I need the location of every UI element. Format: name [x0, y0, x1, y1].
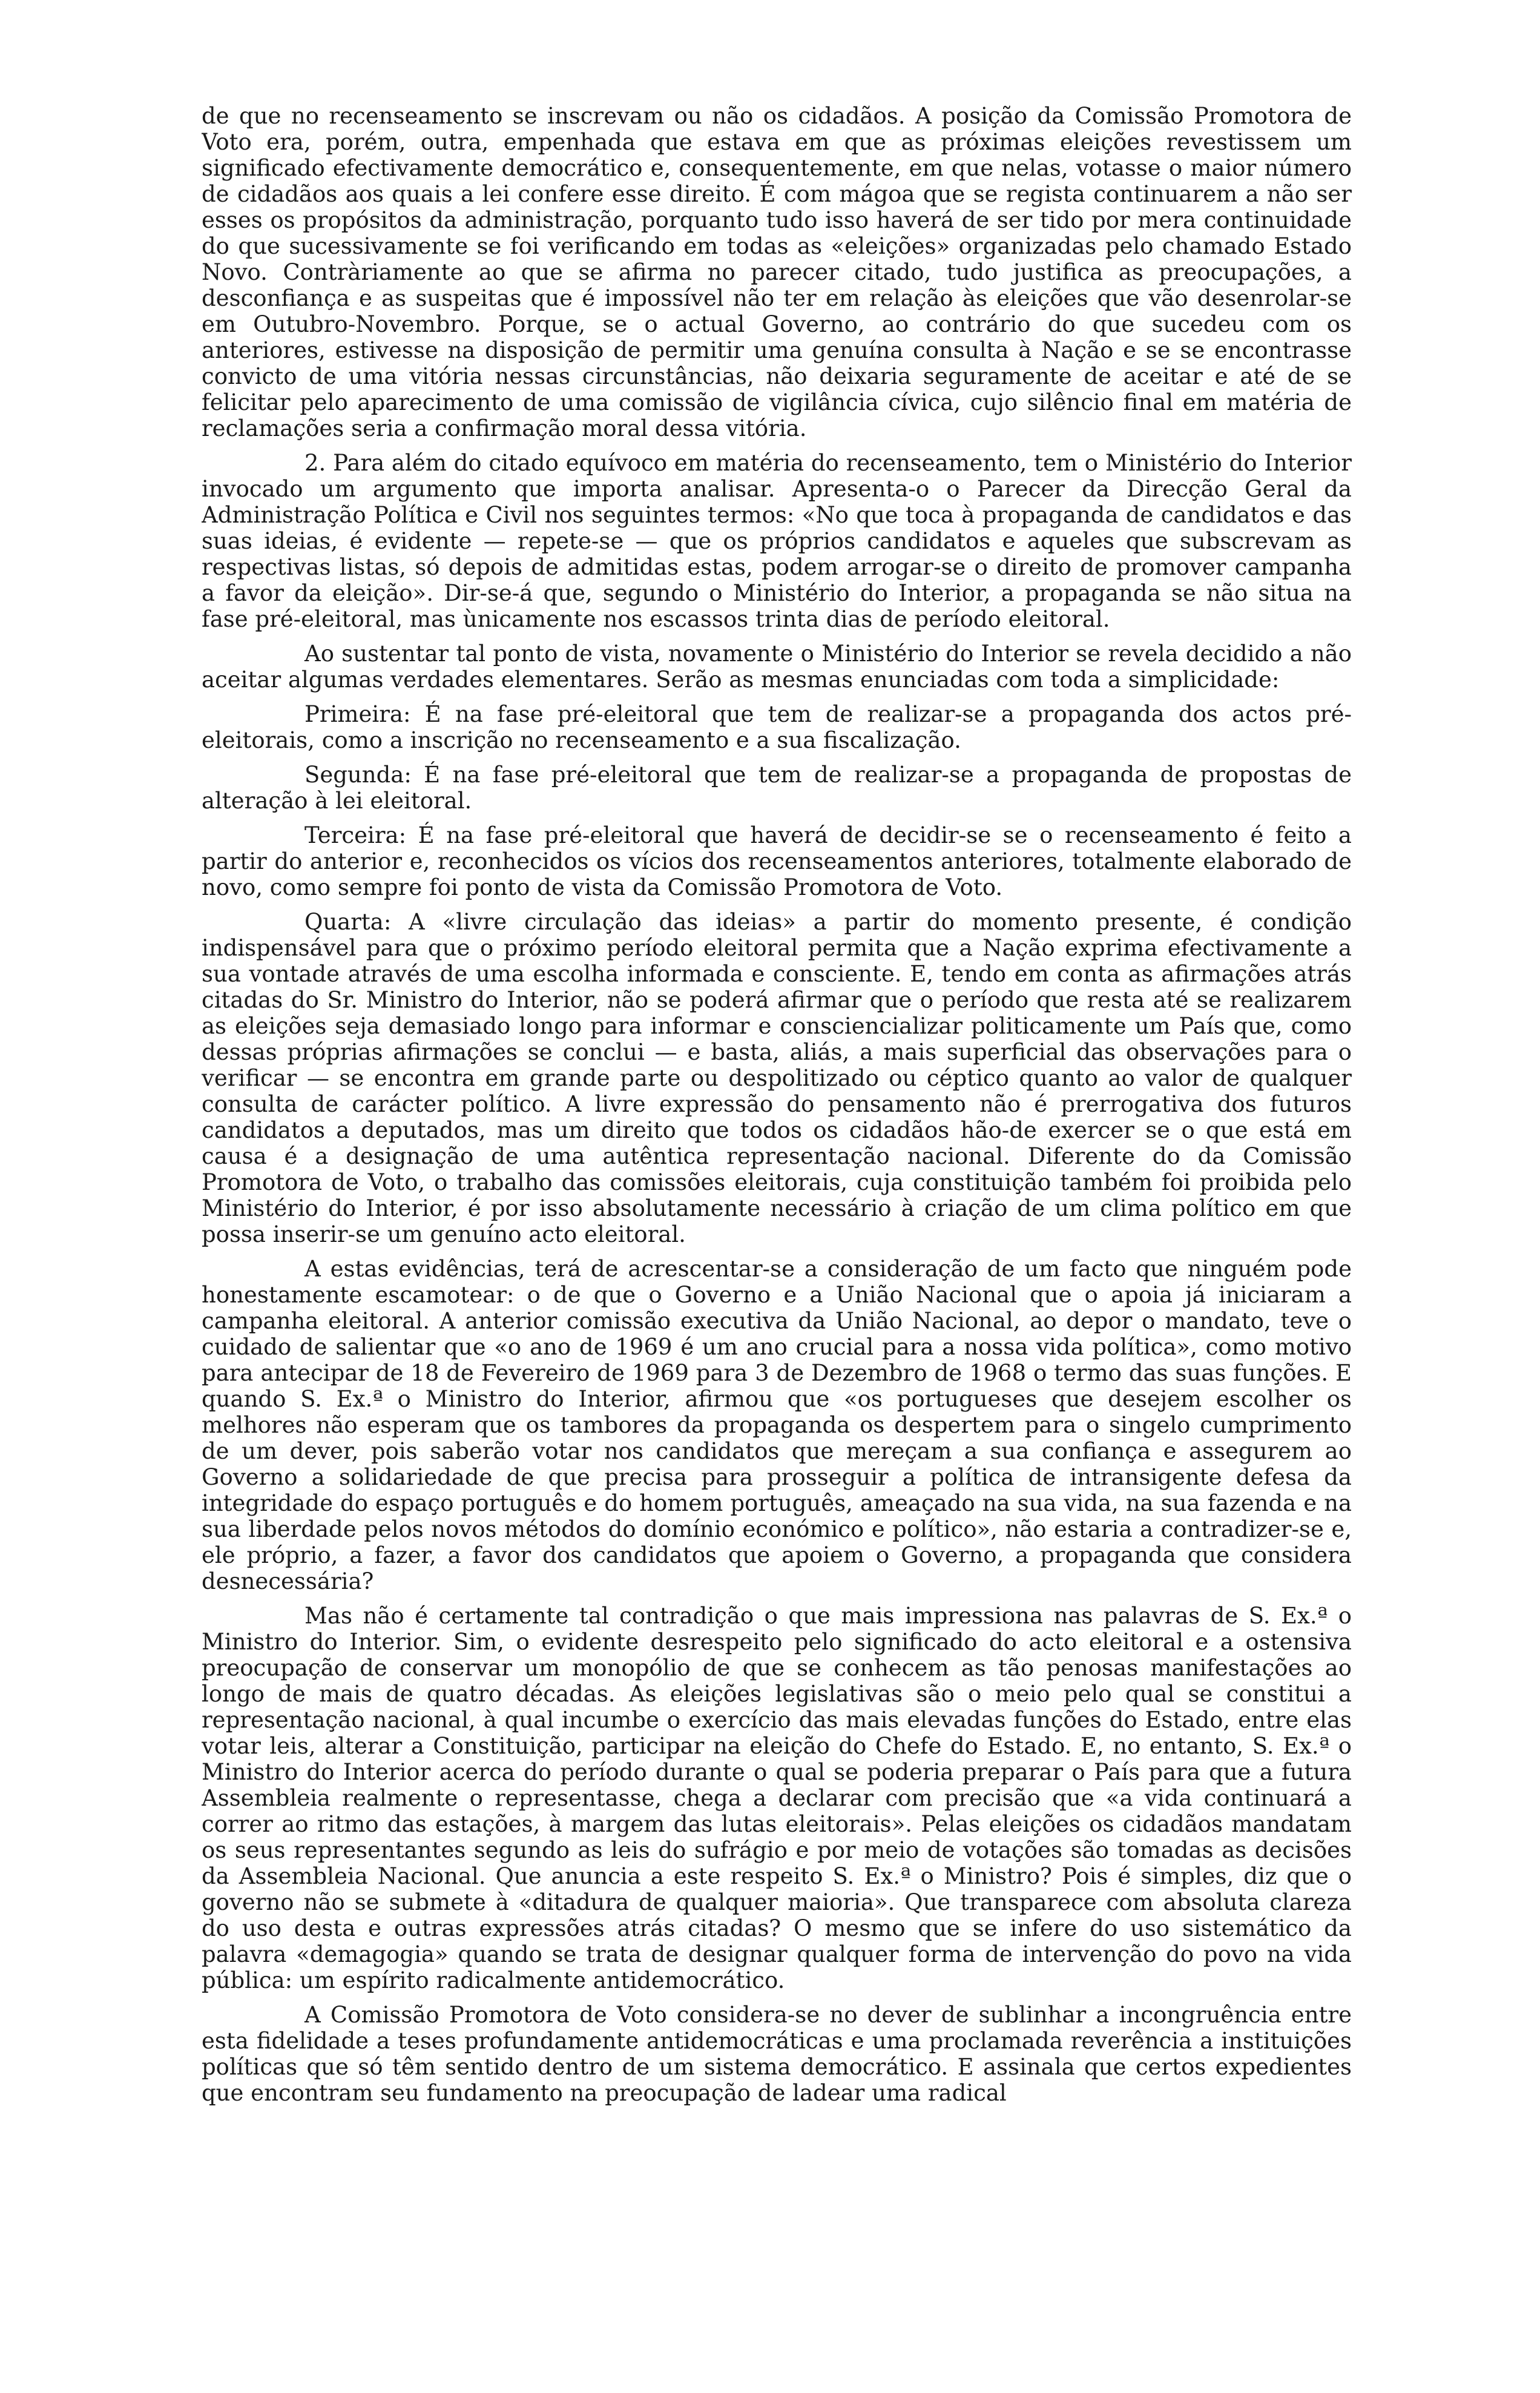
paragraph-verdades-elementares: Ao sustentar tal ponto de vista, novamente o Ministério do Interior se revela decidido a não aceitar algumas verdades elementares. Serão as mesmas enunciadas com toda a simplicidade: [202, 641, 1352, 693]
paragraph-segunda: Segunda: É na fase pré-eleitoral que tem de realizar-se a propaganda de propostas de alteração à lei eleitoral. [202, 762, 1352, 814]
paragraph-recenseamento: de que no recenseamento se inscrevam ou não os cidadãos. A posição da Comissão Promotora de Voto era, porém, outra, empenhada que estava em que as próximas eleições revestissem um significado efectivamente democrático e, consequentemente, em que nelas, votasse o maior número de cidadãos aos quais a lei confere esse direito. É com mágoa que se regista continuarem a não ser esses os propósitos da administração, porquanto tudo isso haverá de ser tido por mera continuidade do que sucessivamente se foi verificando em todas as «eleições» organizadas pelo chamado Estado Novo. Contràriamente ao que se afirma no parecer citado, tudo justifica as preocupações, a desconfiança e as suspeitas que é impossível não ter em relação às eleições que vão desenrolar-se em Outubro-Novembro. Porque, se o actual Governo, ao contrário do que sucedeu com os anteriores, estivesse na disposição de permitir uma genuína consulta à Nação e se se encontrasse convicto de uma vitória nessas circunstâncias, não deixaria seguramente de aceitar e até de se felicitar pelo aparecimento de uma comissão de vigilância cívica, cujo silêncio final em matéria de reclamações seria a confirmação moral dessa vitória. [202, 103, 1352, 441]
paragraph-terceira: Terceira: É na fase pré-eleitoral que haverá de decidir-se se o recenseamento é feito a partir do anterior e, reconhecidos os vícios dos recenseamentos anteriores, totalmente elaborado de novo, como sempre foi ponto de vista da Comissão Promotora de Voto. [202, 822, 1352, 900]
paragraph-point-2: 2. Para além do citado equívoco em matéria do recenseamento, tem o Ministério do Interior invocado um argumento que importa analisar. Apresenta-o o Parecer da Direcção Geral da Administração Política e Civil nos seguintes termos: «No que toca à propaganda de candidatos e das suas ideias, é evidente — repete-se — que os próprios candidatos e aqueles que subscrevam as respectivas listas, só depois de admitidas estas, podem arrogar-se o direito de promover campanha a favor da eleição». Dir-se-á que, segundo o Ministério do Interior, a propaganda se não situa na fase pré-eleitoral, mas ùnicamente nos escassos trinta dias de período eleitoral. [202, 450, 1352, 632]
paragraph-incongruencia: A Comissão Promotora de Voto considera-se no dever de sublinhar a incongruência entre esta fidelidade a teses profundamente antidemocráticas e uma proclamada reverência a instituições políticas que só têm sentido dentro de um sistema democrático. E assinala que certos expedientes que encontram seu fundamento na preocupação de ladear uma radical [202, 2002, 1352, 2106]
paragraph-contradicao: Mas não é certamente tal contradição o que mais impressiona nas palavras de S. Ex.ª o Ministro do Interior. Sim, o evidente desrespeito pelo significado do acto eleitoral e a ostensiva preocupação de conservar um monopólio de que se conhecem as tão penosas manifestações ao longo de mais de quatro décadas. As eleições legislativas são o meio pelo qual se constitui a representação nacional, à qual incumbe o exercício das mais elevadas funções do Estado, entre elas votar leis, alterar a Constituição, participar na eleição do Chefe do Estado. E, no entanto, S. Ex.ª o Ministro do Interior acerca do período durante o qual se poderia preparar o País para que a futura Assembleia realmente o representasse, chega a declarar com precisão que «a vida continuará a correr ao ritmo das estações, à margem das lutas eleitorais». Pelas eleições os cidadãos mandatam os seus representantes segundo as leis do sufrágio e por meio de votações são tomadas as decisões da Assembleia Nacional. Que anuncia a este respeito S. Ex.ª o Ministro? Pois é simples, diz que o governo não se submete à «ditadura de qualquer maioria». Que transparece com absoluta clareza do uso desta e outras expressões atrás citadas? O mesmo que se infere do uso sistemático da palavra «demagogia» quando se trata de designar qualquer forma de intervenção do povo na vida pública: um espírito radicalmente antidemocrático. [202, 1603, 1352, 1993]
paragraph-quarta: Quarta: A «livre circulação das ideias» a partir do momento presente, é condição indispensável para que o próximo período eleitoral permita que a Nação exprima efectivamente a sua vontade através de uma escolha informada e consciente. E, tendo em conta as afirmações atrás citadas do Sr. Ministro do Interior, não se poderá afirmar que o período que resta até se realizarem as eleições seja demasiado longo para informar e consciencializar politicamente um País que, como dessas próprias afirmações se conclui — e basta, aliás, a mais superficial das observações para o verificar — se encontra em grande parte ou despolitizado ou céptico quanto ao valor de qualquer consulta de carácter político. A livre expressão do pensamento não é prerrogativa dos futuros candidatos a deputados, mas um direito que todos os cidadãos hão-de exercer se o que está em causa é a designação de uma autêntica representação nacional. Diferente do da Comissão Promotora de Voto, o trabalho das comissões eleitorais, cuja constituição também foi proibida pelo Ministério do Interior, é por isso absolutamente necessário à criação de um clima político em que possa inserir-se um genuíno acto eleitoral. [202, 909, 1352, 1247]
paragraph-primeira: Primeira: É na fase pré-eleitoral que tem de realizar-se a propaganda dos actos pré-eleitorais, como a inscrição no recenseamento e a sua fiscalização. [202, 701, 1352, 753]
paragraph-evidencias: A estas evidências, terá de acrescentar-se a consideração de um facto que ninguém pode honestamente escamotear: o de que o Governo e a União Nacional que o apoia já iniciaram a campanha eleitoral. A anterior comissão executiva da União Nacional, ao depor o mandato, teve o cuidado de salientar que «o ano de 1969 é um ano crucial para a nossa vida política», como motivo para antecipar de 18 de Fevereiro de 1969 para 3 de Dezembro de 1968 o termo das suas funções. E quando S. Ex.ª o Ministro do Interior, afirmou que «os portugueses que desejem escolher os melhores não esperam que os tambores da propaganda os despertem para o singelo cumprimento de um dever, pois saberão votar nos candidatos que mereçam a sua confiança e assegurem ao Governo a solidariedade de que precisa para prosseguir a política de intransigente defesa da integridade do espaço português e do homem português, ameaçado na sua vida, na sua fazenda e na sua liberdade pelos novos métodos do domínio económico e político», não estaria a contradizer-se e, ele próprio, a fazer, a favor dos candidatos que apoiem o Governo, a propaganda que considera desnecessária? [202, 1256, 1352, 1594]
document-page [202, 103, 1352, 2355]
